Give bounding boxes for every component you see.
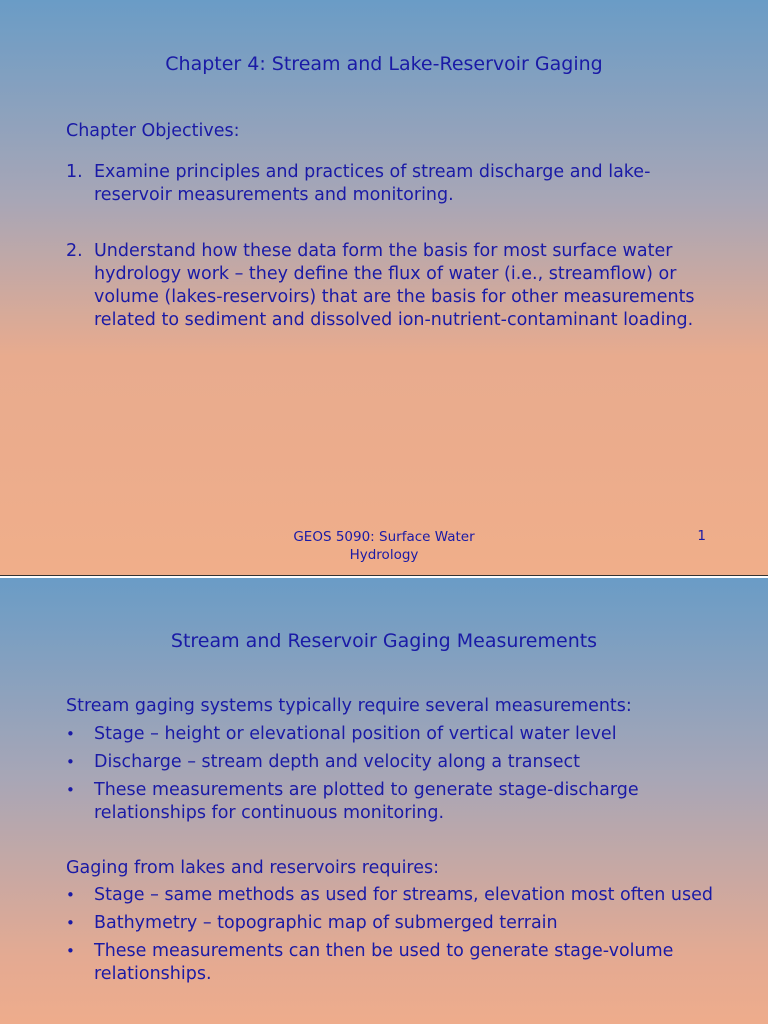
list-item-text: Stage – same methods as used for streams, elevation most often used (94, 885, 713, 905)
objective-item (66, 240, 716, 332)
stream-heading: Stream gaging systems typically require several measurements: (66, 696, 632, 716)
list-item (66, 884, 716, 907)
list-item-text: These measurements can then be used to generate stage-volume relationships. (94, 941, 674, 984)
page-number: 1 (697, 528, 706, 544)
list-item-text: Discharge – stream depth and velocity along a transect (94, 752, 580, 772)
objective-text: Understand how these data form the basis for most surface water hydrology work – they define the flux of water (i.e., streamflow) or volume (lakes-reservoirs) that are the basis for other measurements related to sediment and dissolved ion-nutrient-contaminant loading. (94, 241, 695, 330)
bullet-icon: • (66, 753, 75, 771)
lake-heading: Gaging from lakes and reservoirs requires: (66, 858, 440, 878)
list-item (66, 751, 716, 774)
bullet-icon: • (66, 781, 75, 799)
objectives-heading: Chapter Objectives: (66, 121, 240, 141)
bullet-icon: • (66, 886, 75, 904)
bullet-icon: • (66, 914, 75, 932)
objective-number: 1. (66, 162, 83, 182)
bullet-icon: • (66, 942, 75, 960)
list-item (66, 912, 716, 935)
list-item (66, 779, 716, 825)
bullet-icon: • (66, 725, 75, 743)
list-item-text: These measurements are plotted to generate stage-discharge relationships for continuous monitoring. (94, 780, 639, 823)
list-item-text: Bathymetry – topographic map of submerged terrain (94, 913, 558, 933)
slide-2 (0, 578, 768, 1024)
objective-number: 2. (66, 241, 83, 261)
objective-item (66, 161, 716, 207)
list-item-text: Stage – height or elevational position of vertical water level (94, 724, 617, 744)
list-item (66, 723, 716, 746)
objective-text: Examine principles and practices of stream discharge and lake-reservoir measurements and monitoring. (94, 162, 651, 205)
slide-footer: GEOS 5090: Surface Water Hydrology (293, 529, 475, 563)
slide-title: Chapter 4: Stream and Lake-Reservoir Gaging (165, 53, 603, 75)
slide-title: Stream and Reservoir Gaging Measurements (170, 630, 598, 652)
list-item (66, 940, 716, 986)
